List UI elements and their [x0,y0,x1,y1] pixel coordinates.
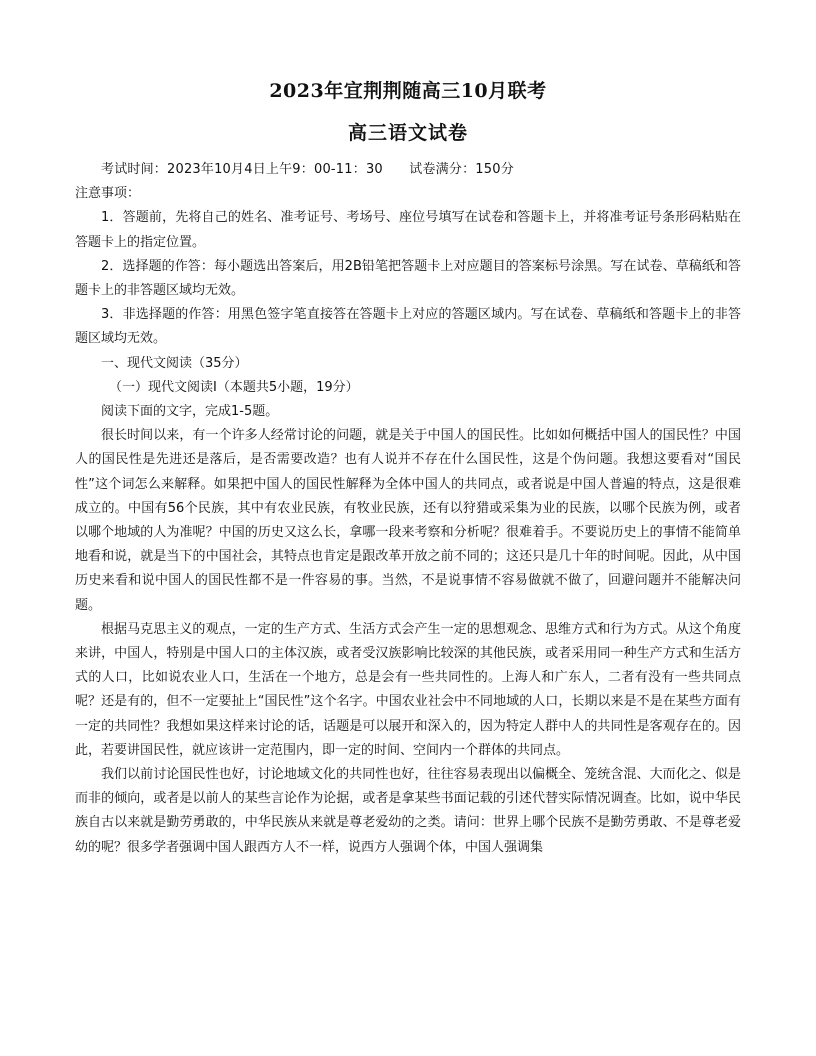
exam-info: 考试时间：2023年10月4日上午9：00-11：30 试卷满分：150分 [101,162,514,177]
notice-item: 3．非选择题的作答：用黑色签字笔直接答在答题卡上对应的答题区域内。写在试卷、草稿纸和答题卡上的非答题区域均无效。 [75,307,741,347]
passage-paragraph: 根据马克思主义的观点，一定的生产方式、生活方式会产生一定的思想观念、思维方式和行为方式。从这个角度来讲，中国人，特别是中国人口的主体汉族，或者受汉族影响比较深的其他民族，或者采用同一种生产方式和生活方式的人口，比如说农业人口，生活在一个地方，总是会有一些共同性的。上海人和广东人，二者有没有一些共同点呢？还是有的，但不一定要扯上“国民性”这个名字。中国农业社会中不同地域的人口，长期以来是不是在某些方面有一定的共同性？我想如果这样来讨论的话，话题是可以展开和深入的，因为特定人群中人的共同性是客观存在的。因此，若要讲国民性，就应该讲一定范围内，即一定的时间、空间内一个群体的共同点。 [75,621,741,758]
notice-item: 1．答题前，先将自己的姓名、准考证号、考场号、座位号填写在试卷和答题卡上，并将准考证号条形码粘贴在答题卡上的指定位置。 [75,210,741,250]
section-heading: 一、现代文阅读（35分） [101,355,248,371]
notice-item: 2．选择题的作答：每小题选出答案后，用2B铅笔把答题卡上对应题目的答案标号涂黑。写在试卷、草稿纸和答题卡上的非答题区域均无效。 [75,258,741,299]
passage-paragraph: 很长时间以来，有一个许多人经常讨论的问题，就是关于中国人的国民性。比如如何概括中国人的国民性？中国人的国民性是先进还是落后，是否需要改造？也有人说并不存在什么国民性，这是个伪问题。我想这要看对“国民性”这个词怎么来解释。如果把中国人的国民性解释为全体中国人的共同点，或者说是中国人普遍的特点，这是很难成立的。中国有56个民族，其中有农业民族，有牧业民族，还有以狩猎或采集为业的民族，以哪个民族为例，或者以哪个地域的人为准呢？中国的历史又这么长，拿哪一段来考察和分析呢？很难着手。不要说历史上的事情不能简单地看和说，就是当下的中国社会，其特点也肯定是跟改革开放之前不同的；这还只是几十年的时间呢。因此，从中国历史来看和说中国人的国民性都不是一件容易的事。当然，不是说事情不容易做就不做了，回避问题并不能解决问题。 [75,428,741,613]
exam-subtitle: 高三语文试卷 [347,122,468,144]
exam-title: 2023年宜荆荆随高三10月联考 [269,80,547,102]
subsection-heading: （一）现代文阅读I（本题共5小题，19分） [109,379,359,395]
reading-instruction: 阅读下面的文字，完成1-5题。 [101,404,279,420]
passage-paragraph: 我们以前讨论国民性也好，讨论地域文化的共同性也好，往往容易表现出以偏概全、笼统含混、大而化之、似是而非的倾向，或者是以前人的某些言论作为论据，或者是拿某些书面记载的引述代替实际情况调查。比如，说中华民族自古以来就是勤劳勇敢的，中华民族从来就是尊老爱幼的之类。请问：世界上哪个民族不是勤劳勇敢、不是尊老爱幼的呢？很多学者强调中国人跟西方人不一样，说西方人强调个体，中国人强调集 [75,767,741,855]
notice-heading: 注意事项： [75,186,141,202]
exam-body [75,158,741,860]
